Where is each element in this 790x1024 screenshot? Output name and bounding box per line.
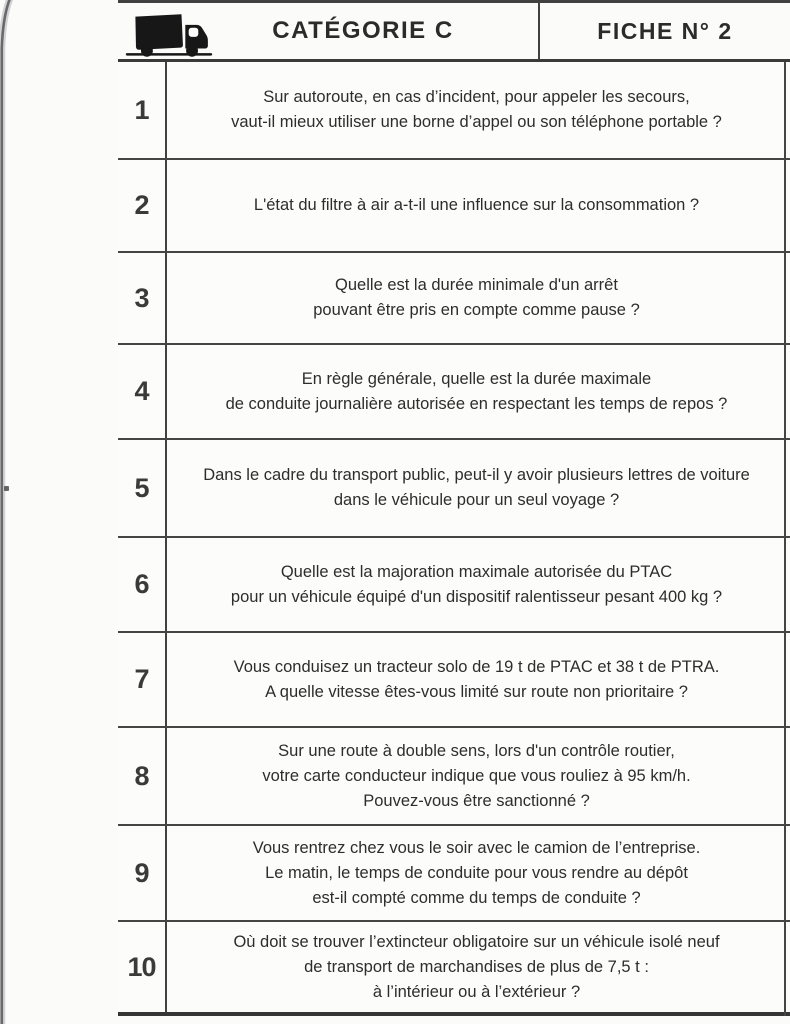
question-text [167,440,790,536]
category-title: CATÉGORIE C [272,17,454,44]
question-row [118,633,790,728]
question-text-line: Dans le cadre du transport public, peut-il y avoir plusieurs lettres de voiture [203,466,750,484]
question-number: 8 [118,728,167,824]
question-text-line: Quelle est la durée minimale d'un arrêt [335,276,618,294]
question-number: 2 [118,160,167,251]
question-row [118,922,790,1016]
question-text-line: Le matin, le temps de conduite pour vous rendre au dépôt [265,863,688,882]
question-text [167,345,790,438]
question-number: 6 [118,538,167,631]
scan-edge-shadow [0,0,30,1024]
fiche-number: FICHE N° 2 [597,17,733,44]
question-text-line: pouvant être pris en compte comme pause ? [313,301,640,319]
question-text [167,826,790,920]
question-text-line: Sur autoroute, en cas d’incident, pour appeler les secours, [263,88,690,106]
question-text-line: Pouvez-vous être sanctionné ? [363,791,590,810]
question-number: 1 [118,62,167,158]
question-text [167,728,790,824]
question-text-line: est-il compté comme du temps de conduite ? [312,888,641,907]
question-text-line: L'état du filtre à air a-t-il une influence sur la consommation ? [253,196,700,214]
question-row [118,728,790,826]
question-text-line: A quelle vitesse êtes-vous limité sur route non prioritaire ? [265,682,688,701]
question-row [118,538,790,633]
question-number: 7 [118,633,167,726]
question-text [167,538,790,631]
question-text [167,633,790,726]
question-text-line: pour un véhicule équipé d'un dispositif ralentisseur pesant 400 kg ? [230,587,723,606]
table-right-border [784,62,786,1016]
question-row [118,253,790,345]
question-row [118,160,790,253]
question-text-line: à l’intérieur ou à l’extérieur ? [372,982,581,1001]
truck-icon [121,8,217,58]
question-row [118,62,790,160]
question-rows [118,62,790,1016]
question-row [118,440,790,538]
question-row [118,826,790,922]
question-text [167,160,790,251]
table-header [118,3,790,62]
fiche-cell [540,3,790,59]
question-text-line: votre carte conducteur indique que vous rouliez à 95 km/h. [262,766,691,785]
quiz-table [118,0,790,1016]
question-text-line: Vous rentrez chez vous le soir avec le camion de l’entreprise. [252,838,701,857]
question-number: 10 [118,922,167,1012]
question-text-line: dans le véhicule pour un seul voyage ? [333,491,620,509]
question-row [118,345,790,440]
question-text [167,253,790,343]
question-text-line: En règle générale, quelle est la durée maximale [301,369,652,388]
question-text [167,62,790,158]
question-number: 4 [118,345,167,438]
question-text [167,922,790,1012]
question-number: 9 [118,826,167,920]
question-number: 5 [118,440,167,536]
category-cell [118,3,540,59]
question-text-line: Quelle est la majoration maximale autorisée du PTAC [280,562,673,581]
question-text-line: de transport de marchandises de plus de 7,5 t : [304,957,649,976]
question-text-line: Où doit se trouver l’extincteur obligatoire sur un véhicule isolé neuf [233,932,720,951]
scan-speck [4,486,9,491]
question-text-line: vaut-il mieux utiliser une borne d’appel ou son téléphone portable ? [231,113,722,131]
question-text-line: Vous conduisez un tracteur solo de 19 t de PTAC et 38 t de PTRA. [233,657,720,676]
question-text-line: de conduite journalière autorisée en respectant les temps de repos ? [225,394,728,413]
question-number: 3 [118,253,167,343]
question-text-line: Sur une route à double sens, lors d'un contrôle routier, [278,741,675,760]
